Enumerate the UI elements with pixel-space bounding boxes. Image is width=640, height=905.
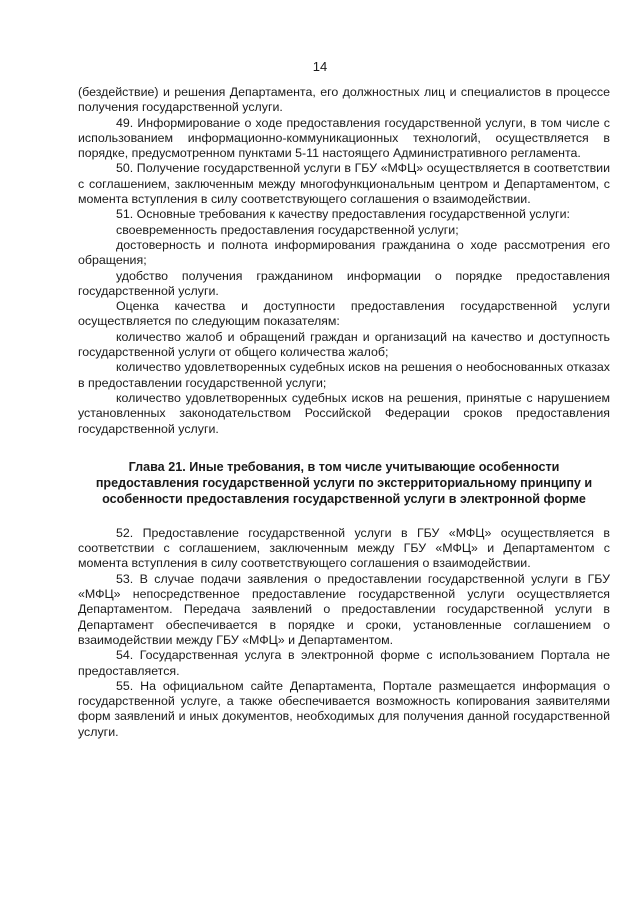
page-number: 14: [312, 59, 328, 74]
paragraph: количество удовлетворенных судебных исков на решения, принятые с нарушением установленных законодательством Российской Федерации сроков предоставления государственной услуги.: [78, 390, 610, 436]
document-body: [78, 85, 610, 740]
paragraph: 49. Информирование о ходе предоставления государственной услуги, в том числе с использованием информационно-коммуникационных технологий, осуществляется в порядке, предусмотренном пунктами 5-11 настоящего Административного регламента.: [78, 115, 610, 161]
paragraphs-before: [78, 85, 610, 437]
paragraph: 50. Получение государственной услуги в ГБУ «МФЦ» осуществляется в соответствии с соглашением, заключенным между многофункциональным центром и Департаментом, с момента вступления в силу соответствующего соглашения о взаимодействии.: [78, 161, 610, 207]
paragraph: количество жалоб и обращений граждан и организаций на качество и доступность государственной услуги от общего количества жалоб;: [78, 329, 610, 360]
paragraphs-after: [78, 526, 610, 740]
paragraph: 52. Предоставление государственной услуги в ГБУ «МФЦ» осуществляется в соответствии с соглашением, заключенным между ГБУ «МФЦ» и Департаментом с момента вступления в силу соответствующего соглашения о взаимодействии.: [78, 525, 610, 571]
paragraph: 55. На официальном сайте Департамента, Портале размещается информация о государственной услуге, а также обеспечивается возможность копирования заявителями форм заявлений и иных документов, необходимых для получения данной государственной услуги.: [78, 678, 610, 739]
paragraph: своевременность предоставления государственной услуги;: [116, 222, 459, 237]
paragraph: количество удовлетворенных судебных исков на решения о необоснованных отказах в предоставлении государственной услуги;: [78, 360, 610, 390]
paragraph: Оценка качества и доступности предоставления государственной услуги осуществляется по следующим показателям:: [78, 299, 610, 329]
paragraph: 54. Государственная услуга в электронной форме с использованием Портала не предоставляется.: [78, 648, 610, 678]
paragraph: удобство получения гражданином информации о порядке предоставления государственной услуги.: [78, 268, 610, 298]
paragraph: достоверность и полнота информирования гражданина о ходе рассмотрения его обращения;: [78, 237, 610, 268]
paragraph: (бездействие) и решения Департамента, его должностных лиц и специалистов в процессе получения государственной услуги.: [78, 85, 610, 115]
chapter-heading: Глава 21. Иные требования, в том числе учитывающие особенности предоставления государственной услуги по экстерриториальному принципу и особенности предоставления государственной услуги в электронной форме: [95, 459, 593, 506]
paragraph: 51. Основные требования к качеству предоставления государственной услуги:: [116, 207, 570, 222]
paragraph: 53. В случае подачи заявления о предоставлении государственной услуги в ГБУ «МФЦ» непосредственное предоставление государственной услуги осуществляется Департаментом. Передача заявлений о предоставлении государственной услуги в Департамент обеспечивается в порядке и сроки, установленные соглашением о взаимодействии между ГБУ «МФЦ» и Департаментом.: [78, 571, 610, 647]
